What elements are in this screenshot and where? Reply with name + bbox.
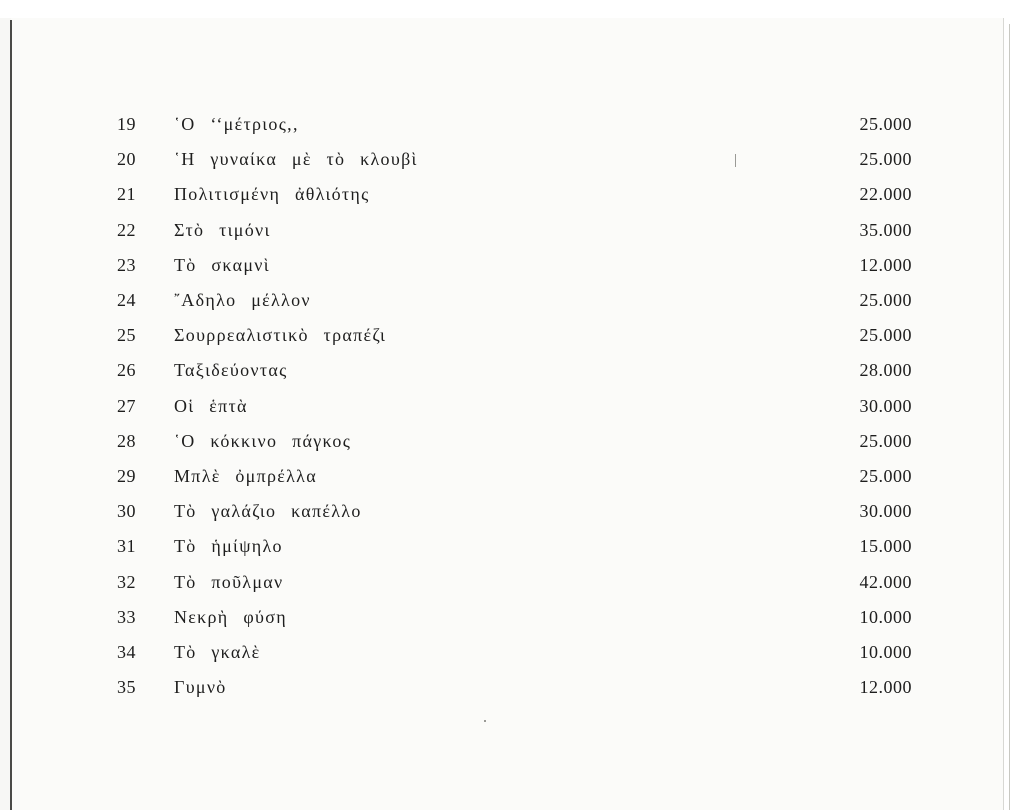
item-price: 25.000 [859,466,912,486]
item-price: 25.000 [859,431,912,451]
item-title: Τὸ ἡμίψηλο [174,536,283,556]
catalog-row [0,677,1024,707]
catalog-row [0,114,1024,144]
item-number: 35 [117,677,136,697]
item-number: 19 [117,114,136,134]
item-title: Στὸ τιμόνι [174,220,271,240]
catalog-row [0,220,1024,250]
catalog-row [0,642,1024,672]
catalog-row [0,325,1024,355]
item-title: Πολιτισμένη ἀθλιότης [174,184,370,204]
item-price: 25.000 [859,290,912,310]
item-price: 42.000 [859,572,912,592]
item-title: Τὸ γαλάζιο καπέλλο [174,501,362,521]
scan-background [0,0,1024,18]
catalog-row [0,501,1024,531]
item-price: 35.000 [859,220,912,240]
item-number: 21 [117,184,136,204]
item-number: 23 [117,255,136,275]
item-title: Τὸ σκαμνὶ [174,255,270,275]
paper-speck [484,720,486,722]
item-number: 34 [117,642,136,662]
item-number: 29 [117,466,136,486]
item-number: 25 [117,325,136,345]
catalog-row [0,149,1024,179]
item-number: 24 [117,290,136,310]
catalog-row [0,396,1024,426]
item-price: 28.000 [859,360,912,380]
item-number: 22 [117,220,136,240]
item-title: ῾Ο ‘‘μέτριος,, [174,114,299,134]
item-title: Γυμνὸ [174,677,227,697]
item-title: Ταξιδεύοντας [174,360,288,380]
item-price: 15.000 [859,536,912,556]
item-title: Τὸ γκαλὲ [174,642,261,662]
catalog-row [0,431,1024,461]
item-price: 25.000 [859,325,912,345]
item-price: 12.000 [859,677,912,697]
item-number: 32 [117,572,136,592]
item-number: 26 [117,360,136,380]
item-number: 27 [117,396,136,416]
item-title: ῾Η γυναίκα μὲ τὸ κλουβὶ [174,149,418,169]
item-number: 20 [117,149,136,169]
catalog-row [0,536,1024,566]
item-title: Μπλὲ ὀμπρέλλα [174,466,317,486]
catalog-row [0,466,1024,496]
catalog-row [0,184,1024,214]
catalog-row [0,572,1024,602]
catalog-row [0,360,1024,390]
item-title: Σουρρεαλιστικὸ τραπέζι [174,325,387,345]
catalog-row [0,255,1024,285]
item-price: 30.000 [859,501,912,521]
item-price: 30.000 [859,396,912,416]
item-number: 33 [117,607,136,627]
item-price: 10.000 [859,607,912,627]
item-title: ῾Ο κόκκινο πάγκος [174,431,352,451]
item-title: Νεκρὴ φύση [174,607,287,627]
item-price: 12.000 [859,255,912,275]
item-number: 30 [117,501,136,521]
item-price: 22.000 [859,184,912,204]
item-price: 25.000 [859,149,912,169]
item-title: Οἱ ἑπτὰ [174,396,248,416]
item-price: 25.000 [859,114,912,134]
catalog-row [0,607,1024,637]
catalog-row [0,290,1024,320]
item-title: Τὸ ποῦλμαν [174,572,284,592]
item-number: 31 [117,536,136,556]
item-number: 28 [117,431,136,451]
item-title: ῎Αδηλο μέλλον [174,290,311,310]
item-price: 10.000 [859,642,912,662]
